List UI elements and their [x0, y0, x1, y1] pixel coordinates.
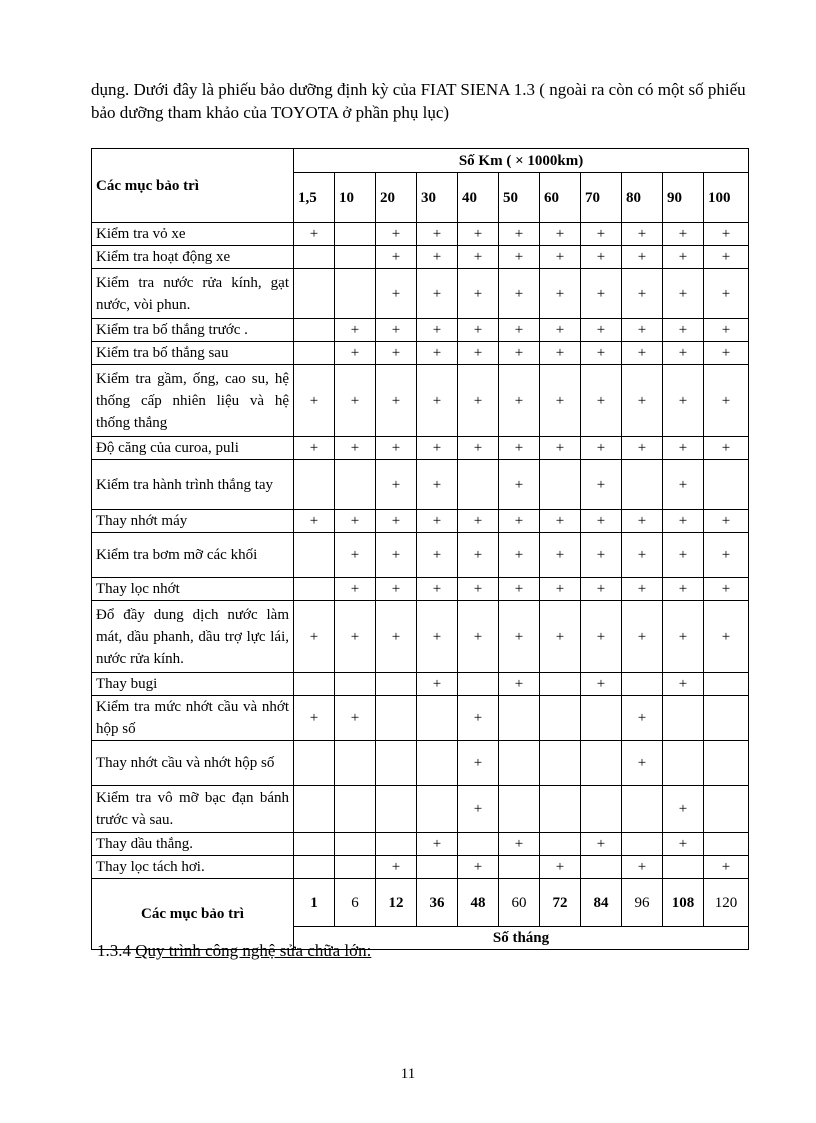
- maintenance-item-label: Thay nhớt cầu và nhớt hộp số: [92, 741, 294, 786]
- schedule-mark-cell: +: [499, 578, 540, 601]
- schedule-mark-cell: +: [376, 510, 417, 533]
- schedule-mark-cell: +: [581, 342, 622, 365]
- schedule-mark-cell: +: [581, 365, 622, 437]
- schedule-mark-cell: +: [499, 342, 540, 365]
- schedule-mark-cell: [417, 696, 458, 741]
- schedule-mark-cell: [376, 833, 417, 856]
- schedule-mark-cell: +: [458, 365, 499, 437]
- schedule-mark-cell: +: [294, 365, 335, 437]
- month-column-value: 12: [376, 879, 417, 927]
- table-row: [92, 856, 749, 879]
- schedule-mark-cell: +: [417, 319, 458, 342]
- km-column-header: 100: [704, 173, 749, 223]
- schedule-mark-cell: +: [458, 601, 499, 673]
- schedule-mark-cell: [376, 673, 417, 696]
- maintenance-item-label: Kiểm tra vỏ xe: [92, 223, 294, 246]
- table-row: [92, 246, 749, 269]
- schedule-mark-cell: [417, 786, 458, 833]
- schedule-mark-cell: +: [622, 578, 663, 601]
- schedule-mark-cell: +: [540, 319, 581, 342]
- schedule-mark-cell: +: [540, 342, 581, 365]
- km-column-header: 90: [663, 173, 704, 223]
- schedule-mark-cell: +: [540, 437, 581, 460]
- schedule-mark-cell: +: [458, 741, 499, 786]
- maintenance-item-label: Thay lọc nhớt: [92, 578, 294, 601]
- schedule-mark-cell: [499, 696, 540, 741]
- table-row: [92, 741, 749, 786]
- schedule-mark-cell: +: [335, 365, 376, 437]
- schedule-mark-cell: +: [622, 533, 663, 578]
- schedule-mark-cell: +: [417, 246, 458, 269]
- table-row: [92, 696, 749, 741]
- maintenance-item-label: Kiểm tra mức nhớt cầu và nhớt hộp số: [92, 696, 294, 741]
- schedule-mark-cell: +: [622, 601, 663, 673]
- schedule-mark-cell: +: [417, 365, 458, 437]
- schedule-mark-cell: +: [294, 437, 335, 460]
- schedule-mark-cell: [335, 460, 376, 510]
- schedule-mark-cell: +: [499, 269, 540, 319]
- schedule-mark-cell: +: [376, 365, 417, 437]
- schedule-mark-cell: +: [663, 460, 704, 510]
- intro-paragraph: dụng. Dưới đây là phiếu bảo dưỡng định kỳ của FIAT SIENA 1.3 ( ngoài ra còn có một số phiếu bảo dưỡng tham khảo của TOYOTA ở phần phụ lục): [91, 80, 746, 122]
- schedule-mark-cell: [704, 673, 749, 696]
- schedule-mark-cell: +: [458, 246, 499, 269]
- schedule-mark-cell: [335, 833, 376, 856]
- schedule-mark-cell: [294, 741, 335, 786]
- schedule-mark-cell: +: [335, 533, 376, 578]
- schedule-mark-cell: +: [622, 856, 663, 879]
- table-row: [92, 578, 749, 601]
- schedule-mark-cell: [417, 856, 458, 879]
- schedule-mark-cell: [335, 673, 376, 696]
- schedule-mark-cell: +: [417, 342, 458, 365]
- schedule-mark-cell: +: [663, 533, 704, 578]
- schedule-mark-cell: +: [458, 533, 499, 578]
- km-column-header: 80: [622, 173, 663, 223]
- table-row: [92, 365, 749, 437]
- schedule-mark-cell: +: [581, 460, 622, 510]
- schedule-mark-cell: +: [663, 437, 704, 460]
- schedule-mark-cell: +: [540, 578, 581, 601]
- schedule-mark-cell: [540, 673, 581, 696]
- schedule-mark-cell: +: [499, 319, 540, 342]
- schedule-mark-cell: +: [458, 269, 499, 319]
- schedule-mark-cell: +: [376, 342, 417, 365]
- maintenance-item-label: Kiểm tra bố thắng sau: [92, 342, 294, 365]
- schedule-mark-cell: +: [540, 365, 581, 437]
- month-column-value: 84: [581, 879, 622, 927]
- schedule-mark-cell: +: [458, 856, 499, 879]
- schedule-mark-cell: [704, 833, 749, 856]
- schedule-mark-cell: +: [581, 578, 622, 601]
- km-column-header: 1,5: [294, 173, 335, 223]
- schedule-mark-cell: +: [622, 319, 663, 342]
- schedule-mark-cell: +: [335, 696, 376, 741]
- schedule-mark-cell: +: [499, 533, 540, 578]
- schedule-mark-cell: +: [663, 319, 704, 342]
- schedule-mark-cell: +: [581, 437, 622, 460]
- maintenance-item-label: Kiểm tra hành trình thắng tay: [92, 460, 294, 510]
- schedule-mark-cell: [335, 246, 376, 269]
- schedule-mark-cell: +: [417, 833, 458, 856]
- schedule-mark-cell: +: [499, 673, 540, 696]
- schedule-mark-cell: [376, 696, 417, 741]
- km-column-header: 40: [458, 173, 499, 223]
- schedule-mark-cell: +: [663, 269, 704, 319]
- schedule-mark-cell: +: [540, 510, 581, 533]
- schedule-mark-cell: +: [663, 246, 704, 269]
- schedule-mark-cell: +: [499, 601, 540, 673]
- schedule-mark-cell: [499, 786, 540, 833]
- schedule-mark-cell: +: [335, 319, 376, 342]
- schedule-mark-cell: +: [704, 601, 749, 673]
- schedule-mark-cell: +: [704, 342, 749, 365]
- schedule-mark-cell: [663, 741, 704, 786]
- table-row: [92, 319, 749, 342]
- page-number: 11: [400, 1066, 416, 1082]
- maintenance-item-label: Kiểm tra gầm, ống, cao su, hệ thống cấp nhiên liệu và hệ thống thắng: [92, 365, 294, 437]
- schedule-mark-cell: +: [499, 223, 540, 246]
- schedule-mark-cell: [581, 696, 622, 741]
- schedule-mark-cell: [499, 856, 540, 879]
- schedule-mark-cell: [622, 460, 663, 510]
- schedule-mark-cell: +: [540, 269, 581, 319]
- table-row: [92, 437, 749, 460]
- schedule-mark-cell: +: [335, 510, 376, 533]
- schedule-mark-cell: +: [581, 510, 622, 533]
- schedule-mark-cell: +: [458, 437, 499, 460]
- schedule-mark-cell: +: [581, 223, 622, 246]
- schedule-mark-cell: [294, 673, 335, 696]
- schedule-mark-cell: +: [376, 246, 417, 269]
- month-column-value: 120: [704, 879, 749, 927]
- schedule-mark-cell: +: [704, 319, 749, 342]
- schedule-mark-cell: +: [704, 510, 749, 533]
- schedule-mark-cell: +: [335, 578, 376, 601]
- schedule-mark-cell: +: [540, 601, 581, 673]
- schedule-mark-cell: +: [663, 365, 704, 437]
- schedule-mark-cell: +: [622, 365, 663, 437]
- km-column-header: 20: [376, 173, 417, 223]
- maintenance-item-label: Thay nhớt máy: [92, 510, 294, 533]
- footer-row: [92, 879, 749, 927]
- schedule-mark-cell: +: [581, 269, 622, 319]
- schedule-mark-cell: +: [294, 223, 335, 246]
- schedule-mark-cell: [540, 696, 581, 741]
- maintenance-item-label: Đổ đầy dung dịch nước làm mát, dầu phanh, dầu trợ lực lái, nước rửa kính.: [92, 601, 294, 673]
- schedule-mark-cell: [581, 786, 622, 833]
- schedule-mark-cell: [376, 741, 417, 786]
- schedule-mark-cell: +: [376, 269, 417, 319]
- schedule-mark-cell: [622, 786, 663, 833]
- schedule-mark-cell: +: [581, 533, 622, 578]
- table-row: [92, 786, 749, 833]
- schedule-mark-cell: [663, 856, 704, 879]
- header-left-cell: Các mục bảo trì: [92, 149, 294, 223]
- month-column-value: 1: [294, 879, 335, 927]
- schedule-mark-cell: [335, 741, 376, 786]
- schedule-mark-cell: +: [458, 510, 499, 533]
- schedule-mark-cell: [581, 856, 622, 879]
- schedule-mark-cell: +: [581, 833, 622, 856]
- schedule-mark-cell: +: [458, 786, 499, 833]
- schedule-mark-cell: +: [663, 601, 704, 673]
- schedule-mark-cell: [458, 460, 499, 510]
- schedule-mark-cell: +: [458, 319, 499, 342]
- schedule-mark-cell: [294, 578, 335, 601]
- schedule-mark-cell: +: [499, 437, 540, 460]
- schedule-mark-cell: +: [540, 856, 581, 879]
- schedule-mark-cell: +: [499, 510, 540, 533]
- schedule-mark-cell: +: [376, 578, 417, 601]
- schedule-mark-cell: +: [704, 365, 749, 437]
- schedule-mark-cell: +: [294, 696, 335, 741]
- month-column-value: 6: [335, 879, 376, 927]
- schedule-mark-cell: +: [663, 223, 704, 246]
- schedule-mark-cell: +: [458, 696, 499, 741]
- km-column-header: 70: [581, 173, 622, 223]
- maintenance-item-label: Kiểm tra bố thắng trước .: [92, 319, 294, 342]
- schedule-mark-cell: +: [663, 833, 704, 856]
- schedule-mark-cell: [335, 856, 376, 879]
- schedule-mark-cell: [622, 673, 663, 696]
- schedule-mark-cell: [294, 533, 335, 578]
- table-row: [92, 510, 749, 533]
- schedule-mark-cell: +: [376, 856, 417, 879]
- schedule-mark-cell: +: [622, 696, 663, 741]
- schedule-mark-cell: +: [704, 856, 749, 879]
- maintenance-item-label: Kiểm tra vô mỡ bạc đạn bánh trước và sau.: [92, 786, 294, 833]
- schedule-mark-cell: [704, 696, 749, 741]
- schedule-mark-cell: +: [458, 342, 499, 365]
- schedule-mark-cell: +: [499, 365, 540, 437]
- schedule-mark-cell: [335, 223, 376, 246]
- schedule-mark-cell: [458, 673, 499, 696]
- schedule-mark-cell: +: [417, 223, 458, 246]
- schedule-mark-cell: [581, 741, 622, 786]
- schedule-mark-cell: +: [417, 578, 458, 601]
- footer-left-cell: Các mục bảo trì: [92, 879, 294, 950]
- schedule-mark-cell: +: [458, 578, 499, 601]
- schedule-mark-cell: [704, 786, 749, 833]
- section-number: 1.3.4: [97, 941, 131, 960]
- table-row: [92, 269, 749, 319]
- schedule-mark-cell: +: [335, 342, 376, 365]
- schedule-mark-cell: +: [704, 533, 749, 578]
- maintenance-item-label: Kiểm tra nước rửa kính, gạt nước, vòi phun.: [92, 269, 294, 319]
- schedule-mark-cell: +: [663, 510, 704, 533]
- schedule-mark-cell: [704, 460, 749, 510]
- schedule-mark-cell: +: [376, 601, 417, 673]
- schedule-mark-cell: +: [458, 223, 499, 246]
- month-column-value: 36: [417, 879, 458, 927]
- km-column-header: 50: [499, 173, 540, 223]
- schedule-mark-cell: [294, 786, 335, 833]
- schedule-mark-cell: [294, 833, 335, 856]
- schedule-mark-cell: +: [417, 269, 458, 319]
- schedule-mark-cell: +: [622, 269, 663, 319]
- table-row: [92, 601, 749, 673]
- schedule-mark-cell: +: [581, 601, 622, 673]
- schedule-mark-cell: +: [335, 437, 376, 460]
- schedule-mark-cell: +: [417, 601, 458, 673]
- table-row: [92, 533, 749, 578]
- maintenance-item-label: Thay bugi: [92, 673, 294, 696]
- schedule-mark-cell: +: [417, 673, 458, 696]
- schedule-mark-cell: [335, 786, 376, 833]
- km-column-header: 30: [417, 173, 458, 223]
- schedule-mark-cell: +: [417, 533, 458, 578]
- schedule-mark-cell: [540, 786, 581, 833]
- schedule-mark-cell: [294, 460, 335, 510]
- maintenance-item-label: Độ căng của curoa, puli: [92, 437, 294, 460]
- schedule-mark-cell: +: [376, 437, 417, 460]
- schedule-mark-cell: +: [540, 223, 581, 246]
- schedule-mark-cell: +: [622, 223, 663, 246]
- maintenance-item-label: Thay lọc tách hơi.: [92, 856, 294, 879]
- schedule-mark-cell: +: [663, 342, 704, 365]
- schedule-mark-cell: +: [540, 533, 581, 578]
- header-row: [92, 149, 749, 173]
- schedule-mark-cell: [540, 460, 581, 510]
- schedule-mark-cell: [294, 342, 335, 365]
- schedule-mark-cell: [294, 246, 335, 269]
- schedule-mark-cell: +: [335, 601, 376, 673]
- schedule-mark-cell: +: [622, 741, 663, 786]
- schedule-mark-cell: [335, 269, 376, 319]
- schedule-mark-cell: [294, 856, 335, 879]
- schedule-mark-cell: +: [376, 319, 417, 342]
- schedule-mark-cell: +: [499, 833, 540, 856]
- schedule-mark-cell: +: [704, 269, 749, 319]
- km-column-header: 10: [335, 173, 376, 223]
- schedule-mark-cell: +: [417, 437, 458, 460]
- schedule-mark-cell: +: [622, 437, 663, 460]
- schedule-mark-cell: [663, 696, 704, 741]
- table-row: [92, 342, 749, 365]
- schedule-mark-cell: [294, 269, 335, 319]
- schedule-mark-cell: +: [622, 342, 663, 365]
- schedule-mark-cell: +: [622, 510, 663, 533]
- schedule-mark-cell: +: [499, 246, 540, 269]
- months-title: Số tháng: [294, 927, 749, 950]
- schedule-mark-cell: +: [581, 673, 622, 696]
- schedule-mark-cell: [376, 786, 417, 833]
- maintenance-item-label: Kiểm tra hoạt động xe: [92, 246, 294, 269]
- schedule-mark-cell: +: [704, 578, 749, 601]
- schedule-mark-cell: [540, 741, 581, 786]
- month-column-value: 60: [499, 879, 540, 927]
- schedule-mark-cell: +: [704, 437, 749, 460]
- table-row: [92, 460, 749, 510]
- month-column-value: 96: [622, 879, 663, 927]
- schedule-mark-cell: +: [663, 786, 704, 833]
- schedule-mark-cell: [294, 319, 335, 342]
- schedule-mark-cell: [622, 833, 663, 856]
- schedule-mark-cell: +: [663, 578, 704, 601]
- table-row: [92, 833, 749, 856]
- km-header-title: Số Km ( × 1000km): [294, 149, 749, 173]
- month-column-value: 108: [663, 879, 704, 927]
- schedule-mark-cell: +: [376, 460, 417, 510]
- schedule-mark-cell: +: [417, 460, 458, 510]
- schedule-mark-cell: +: [704, 246, 749, 269]
- maintenance-item-label: Thay dầu thắng.: [92, 833, 294, 856]
- schedule-mark-cell: [458, 833, 499, 856]
- schedule-mark-cell: +: [294, 601, 335, 673]
- section-heading: [97, 941, 371, 961]
- schedule-mark-cell: [499, 741, 540, 786]
- schedule-mark-cell: +: [704, 223, 749, 246]
- schedule-mark-cell: +: [581, 246, 622, 269]
- schedule-mark-cell: +: [376, 223, 417, 246]
- schedule-mark-cell: +: [376, 533, 417, 578]
- schedule-mark-cell: +: [622, 246, 663, 269]
- schedule-mark-cell: +: [663, 673, 704, 696]
- schedule-mark-cell: +: [417, 510, 458, 533]
- table-row: [92, 673, 749, 696]
- schedule-mark-cell: +: [294, 510, 335, 533]
- section-title: Quy trình công nghệ sửa chữa lớn:: [135, 941, 372, 960]
- schedule-mark-cell: [540, 833, 581, 856]
- month-column-value: 48: [458, 879, 499, 927]
- schedule-mark-cell: +: [581, 319, 622, 342]
- maintenance-schedule-table: [91, 148, 749, 950]
- schedule-mark-cell: +: [540, 246, 581, 269]
- km-column-header: 60: [540, 173, 581, 223]
- maintenance-item-label: Kiểm tra bơm mỡ các khối: [92, 533, 294, 578]
- month-column-value: 72: [540, 879, 581, 927]
- schedule-mark-cell: +: [499, 460, 540, 510]
- schedule-mark-cell: [417, 741, 458, 786]
- schedule-mark-cell: [704, 741, 749, 786]
- table-row: [92, 223, 749, 246]
